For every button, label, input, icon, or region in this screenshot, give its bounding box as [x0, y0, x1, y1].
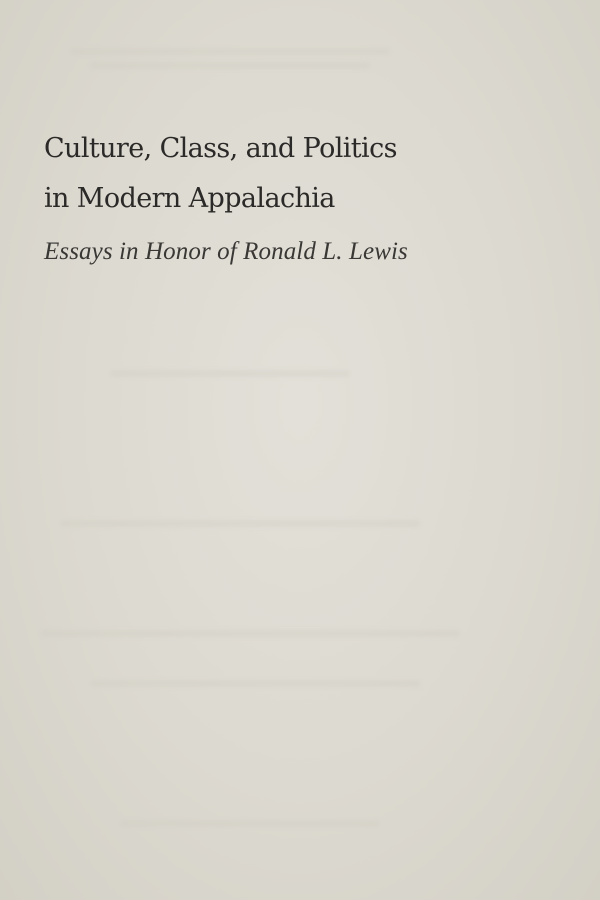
show-through-mark	[70, 48, 390, 55]
book-title-line-1: Culture, Class, and Politics	[44, 133, 397, 164]
show-through-mark	[120, 820, 380, 827]
show-through-mark	[90, 62, 370, 69]
book-subtitle: Essays in Honor of Ronald L. Lewis	[44, 238, 408, 265]
book-title	[44, 124, 564, 224]
show-through-mark	[90, 680, 420, 687]
book-title-line-2: in Modern Appalachia	[44, 183, 335, 214]
show-through-mark	[40, 630, 460, 637]
show-through-mark	[110, 370, 350, 377]
show-through-mark	[60, 520, 420, 527]
